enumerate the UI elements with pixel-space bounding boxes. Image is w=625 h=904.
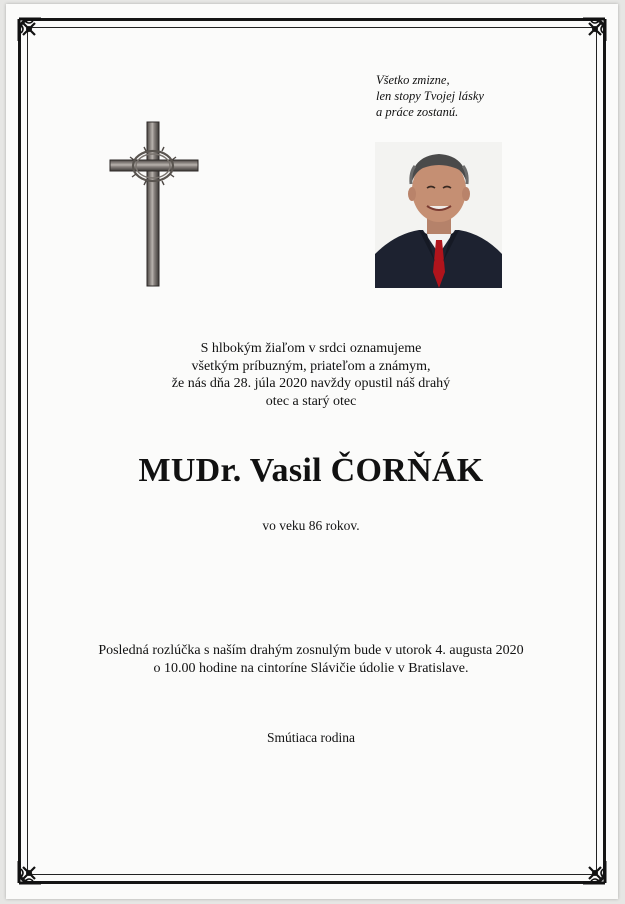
funeral-details: [46, 642, 576, 678]
motto-line: Všetko zmizne,: [376, 73, 450, 87]
corner-ornament-icon: [579, 15, 609, 45]
deceased-age: vo veku 86 rokov.: [262, 518, 360, 533]
motto-line: len stopy Tvojej lásky: [376, 89, 484, 103]
funeral-line: o 10.00 hodine na cintoríne Slávičie údolie v Bratislave.: [153, 661, 469, 676]
corner-ornament-icon: [15, 15, 45, 45]
corner-ornament-icon: [579, 857, 609, 887]
corner-ornament-icon: [15, 857, 45, 887]
motto-line: a práce zostanú.: [376, 105, 459, 119]
family-signature: Smútiaca rodina: [266, 730, 356, 745]
announcement-line: že nás dňa 28. júla 2020 navždy opustil náš drahý: [171, 376, 451, 391]
announcement-line: S hlbokým žiaľom v srdci oznamujeme: [200, 341, 422, 356]
announcement-line: všetkým príbuzným, priateľom a známym,: [191, 358, 431, 374]
cross-with-crown-of-thorns-icon: [106, 120, 202, 288]
deceased-name: MUDr. Vasil ČORŇÁK: [138, 452, 484, 489]
announcement-text: [106, 340, 516, 410]
portrait-photo: [375, 142, 502, 288]
funeral-line: Posledná rozlúčka s naším drahým zosnulým bude v utorok 4. augusta 2020: [98, 643, 524, 658]
announcement-line: otec a starý otec: [265, 393, 357, 409]
motto-verse: [376, 72, 556, 120]
obituary-sheet: [6, 4, 618, 899]
